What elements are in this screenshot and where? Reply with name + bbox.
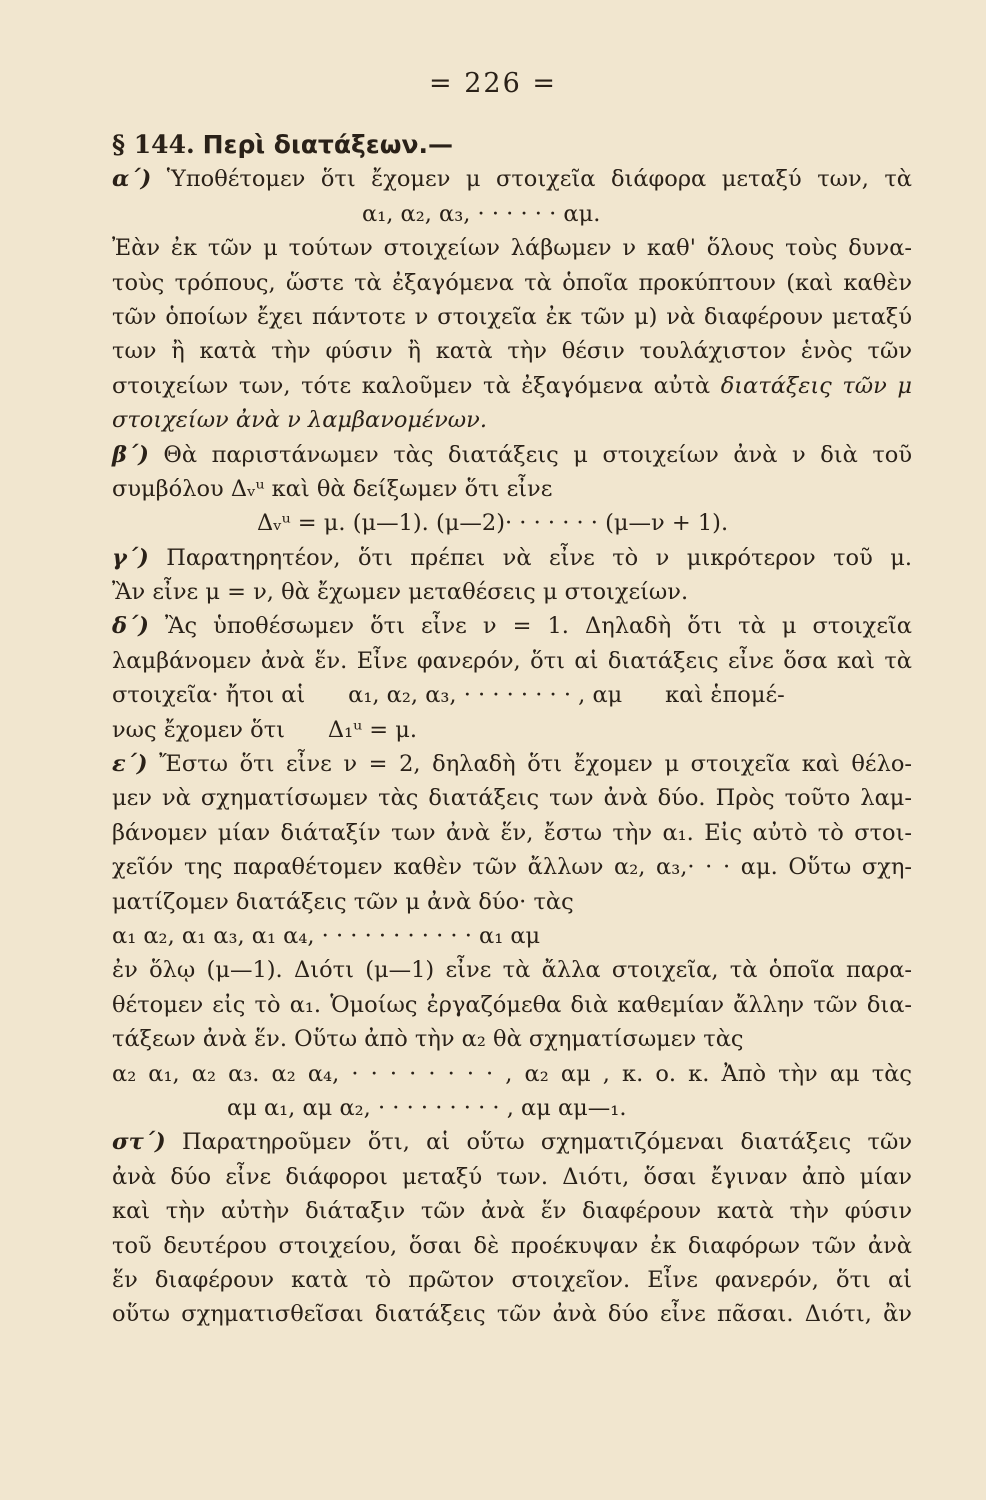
line-text: συμβόλου Δᵥᵘ καὶ θὰ δείξωμεν ὅτι εἶνε xyxy=(112,475,553,502)
line-text: Παρατηροῦμεν ὅτι, αἱ οὕτω σχηματιζόμεναι διατάξεις τῶν xyxy=(181,1129,912,1156)
text-line xyxy=(112,678,912,712)
text-line xyxy=(112,953,912,987)
text-line xyxy=(112,1022,912,1056)
text-line xyxy=(112,850,912,884)
definition-text: διατάξεις τῶν μ xyxy=(720,372,913,399)
formula-line xyxy=(112,1057,912,1091)
line-text: α₁, α₂, α₃, · · · · · · αμ. xyxy=(362,200,601,227)
formula-line xyxy=(112,506,912,540)
text-line xyxy=(112,541,912,575)
text-line xyxy=(112,1263,912,1297)
item-marker: δ΄) xyxy=(112,613,149,640)
text-line xyxy=(112,609,912,643)
formula-line xyxy=(112,197,912,231)
line-text: Ἔστω ὅτι εἶνε ν = 2, δηλαδὴ ὅτι ἔχομεν μ στοιχεῖα καὶ θέλο- xyxy=(159,751,912,778)
text-line xyxy=(112,300,912,334)
text-line xyxy=(112,1194,912,1228)
formula-line xyxy=(112,919,912,953)
line-text: στοιχεῖα· ἤτοι αἱ α₁, α₂, α₃, · · · · · · · · , αμ καὶ ἑπομέ- xyxy=(112,682,785,709)
text-line xyxy=(112,1125,912,1159)
line-text: Θὰ παριστάνωμεν τὰς διατάξεις μ στοιχείων ἀνὰ ν διὰ τοῦ xyxy=(163,441,913,468)
text-line xyxy=(112,438,912,472)
section-number: § 144. xyxy=(112,130,195,159)
line-text: Παρατηρητέον, ὅτι πρέπει νὰ εἶνε τὸ ν μικρότερον τοῦ μ. xyxy=(166,544,912,571)
line-text: αμ α₁, αμ α₂, · · · · · · · · · , αμ αμ—₁. xyxy=(227,1094,627,1121)
line-text: ματίζομεν διατάξεις τῶν μ ἀνὰ δύο· τὰς xyxy=(112,888,574,915)
item-marker: ε΄) xyxy=(112,751,148,778)
section-title: Περὶ διατάξεων.— xyxy=(202,130,453,159)
line-text: χεῖόν της παραθέτομεν καθὲν τῶν ἄλλων α₂, α₃,· · · αμ. Οὕτω σχη- xyxy=(112,854,912,881)
formula-line xyxy=(112,1091,912,1125)
text-line xyxy=(112,816,912,850)
text-line xyxy=(112,231,912,265)
item-marker: α΄) xyxy=(112,166,152,193)
line-text: τῶν ὁποίων ἔχει πάντοτε ν στοιχεῖα ἐκ τῶν μ) νὰ διαφέρουν μεταξύ xyxy=(112,303,912,330)
line-text: οὕτω σχηματισθεῖσαι διατάξεις τῶν ἀνὰ δύο εἶνε πᾶσαι. Διότι, ἂν xyxy=(112,1301,912,1328)
text-line xyxy=(112,747,912,781)
line-text: καὶ τὴν αὐτὴν διάταξιν τῶν ἀνὰ ἕν διαφέρουν κατὰ τὴν φύσιν xyxy=(112,1198,912,1225)
text-line xyxy=(112,988,912,1022)
text-line xyxy=(112,885,912,919)
line-text: των ἢ κατὰ τὴν φύσιν ἢ κατὰ τὴν θέσιν τουλάχιστον ἑνὸς τῶν xyxy=(112,338,912,365)
section-heading xyxy=(112,128,912,162)
text-line xyxy=(112,713,912,747)
text-line xyxy=(112,1297,912,1331)
line-text: στοιχείων των, τότε καλοῦμεν τὰ ἐξαγόμενα αὐτὰ xyxy=(112,372,711,399)
text-line xyxy=(112,266,912,300)
line-text: Δᵥᵘ = μ. (μ—1). (μ—2)· · · · · · · (μ—ν + 1). xyxy=(257,510,729,537)
line-text: ἕν διαφέρουν κατὰ τὸ πρῶτον στοιχεῖον. Εἶνε φανερόν, ὅτι αἱ xyxy=(112,1266,912,1293)
line-text: Ἐὰν ἐκ τῶν μ τούτων στοιχείων λάβωμεν ν καθ' ὅλους τοὺς δυνα- xyxy=(112,235,912,262)
text-line xyxy=(112,1229,912,1263)
line-text: τοὺς τρόπους, ὥστε τὰ ἐξαγόμενα τὰ ὁποῖα προκύπτουν (καὶ καθὲν xyxy=(112,269,912,296)
line-text: α₂ α₁, α₂ α₃. α₂ α₄, · · · · · · · · , α₂ αμ , κ. ο. κ. Ἀπὸ τὴν αμ τὰς xyxy=(112,1060,912,1087)
text-line xyxy=(112,334,912,368)
page-number: = 226 = xyxy=(429,68,557,99)
line-text: μεν νὰ σχηματίσωμεν τὰς διατάξεις των ἀνὰ δύο. Πρὸς τοῦτο λαμ- xyxy=(112,785,912,812)
line-text: Ἂν εἶνε μ = ν, θὰ ἔχωμεν μεταθέσεις μ στοιχείων. xyxy=(112,579,689,606)
text-line xyxy=(112,162,912,196)
text-line xyxy=(112,781,912,815)
line-text: βάνομεν μίαν διάταξίν των ἀνὰ ἕν, ἔστω τὴν α₁. Εἰς αὐτὸ τὸ στοι- xyxy=(112,819,912,846)
line-text: Ὑποθέτομεν ὅτι ἔχομεν μ στοιχεῖα διάφορα μεταξύ των, τὰ xyxy=(166,166,912,193)
line-text: α₁ α₂, α₁ α₃, α₁ α₄, · · · · · · · · · · · α₁ αμ xyxy=(112,922,541,949)
item-marker: στ΄) xyxy=(112,1129,166,1156)
line-text: τάξεων ἀνὰ ἕν. Οὕτω ἀπὸ τὴν α₂ θὰ σχηματίσωμεν τὰς xyxy=(112,1026,744,1053)
line-text: θέτομεν εἰς τὸ α₁. Ὁμοίως ἐργαζόμεθα διὰ καθεμίαν ἄλλην τῶν δια- xyxy=(112,991,912,1018)
definition-text: στοιχείων ἀνὰ ν λαμβανομένων. xyxy=(112,407,487,434)
item-marker: γ΄) xyxy=(112,544,149,571)
line-text: ἐν ὅλῳ (μ—1). Διότι (μ—1) εἶνε τὰ ἄλλα στοιχεῖα, τὰ ὁποῖα παρα- xyxy=(112,957,912,984)
item-marker: β΄) xyxy=(112,441,149,468)
line-text: ἀνὰ δύο εἶνε διάφοροι μεταξύ των. Διότι, ὅσαι ἔγιναν ἀπὸ μίαν xyxy=(112,1163,912,1190)
line-text: νως ἔχομεν ὅτι Δ₁ᵘ = μ. xyxy=(112,716,418,743)
line-text: λαμβάνομεν ἀνὰ ἕν. Εἶνε φανερόν, ὅτι αἱ διατάξεις εἶνε ὅσα καὶ τὰ xyxy=(112,647,912,674)
text-line xyxy=(112,1160,912,1194)
text-line xyxy=(112,369,912,403)
line-text: Ἂς ὑποθέσωμεν ὅτι εἶνε ν = 1. Δηλαδὴ ὅτι τὰ μ στοιχεῖα xyxy=(164,613,912,640)
text-line xyxy=(112,644,912,678)
text-line xyxy=(112,575,912,609)
text-line xyxy=(112,403,912,437)
line-text: τοῦ δευτέρου στοιχείου, ὅσαι δὲ προέκυψαν ἐκ διαφόρων τῶν ἀνὰ xyxy=(112,1232,912,1259)
text-line xyxy=(112,472,912,506)
body-text xyxy=(112,128,912,1332)
